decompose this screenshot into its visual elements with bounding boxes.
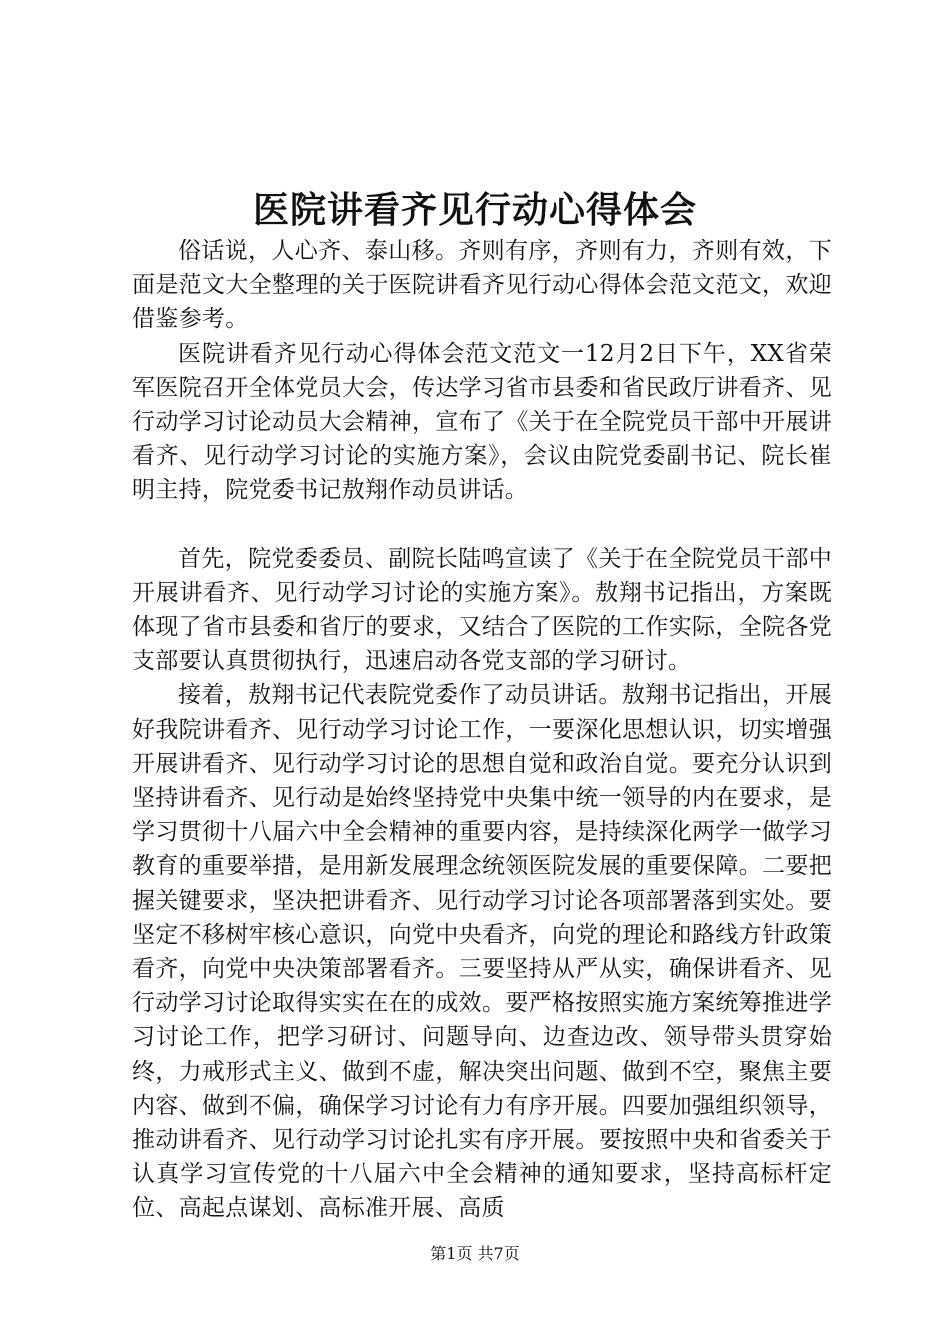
paragraph-speech: 接着，敖翔书记代表院党委作了动员讲话。敖翔书记指出，开展好我院讲看齐、见行动学习讨论工作，一要深化思想认识，切实增强开展讲看齐、见行动学习讨论的思想自觉和政治自觉。要充分认识到坚持讲看齐、见行动是始终坚持党中央集中统一领导的内在要求，是学习贯彻十八届六中全会精神的重要内容，是持续深化两学一做学习教育的重要举措，是用新发展理念统领医院发展的重要保障。二要把握关键要求，坚决把讲看齐、见行动学习讨论各项部署落到实处。要坚定不移树牢核心意识，向党中央看齐，向党的理论和路线方针政策看齐，向党中央决策部署看齐。三要坚持从严从实，确保讲看齐、见行动学习讨论取得实实在在的成效。要严格按照实施方案统筹推进学习讨论工作，把学习研讨、问题导向、边查边改、领导带头贯穿始终，力戒形式主义、做到不虚，解决突出问题、做到不空，聚焦主要内容、做到不偏，确保学习讨论有力有序开展。四要加强组织领导，推动讲看齐、见行动学习讨论扎实有序开展。要按照中央和省委关于认真学习宣传党的十八届六中全会精神的通知要求，坚持高标杆定位、高起点谋划、高标准开展、高质 xyxy=(132,682,832,1222)
paragraph-first: 首先，院党委委员、副院长陆鸣宣读了《关于在全院党员干部中开展讲看齐、见行动学习讨论的实施方案》。敖翔书记指出，方案既体现了省市县委和省厅的要求，又结合了医院的工作实际，全院各党支部要认真贯彻执行，迅速启动各党支部的学习研讨。 xyxy=(132,545,832,675)
page-footer: 第1页 共7页 xyxy=(430,1244,520,1263)
paragraph-meeting: 医院讲看齐见行动心得体会范文范文一12月2日下午，XX省荣军医院召开全体党员大会，传达学习省市县委和省民政厅讲看齐、见行动学习讨论动员大会精神，宣布了《关于在全院党员干部中开展讲看齐、见行动学习讨论的实施方案》，会议由院党委副书记、院长崔明主持，院党委书记敖翔作动员讲话。 xyxy=(132,340,832,504)
paragraph-intro: 俗话说，人心齐、泰山移。齐则有序，齐则有力，齐则有效，下面是范文大全整理的关于医院讲看齐见行动心得体会范文范文，欢迎借鉴参考。 xyxy=(132,238,832,333)
document-title: 医院讲看齐见行动心得体会 xyxy=(252,189,697,231)
document-body xyxy=(132,234,832,1226)
